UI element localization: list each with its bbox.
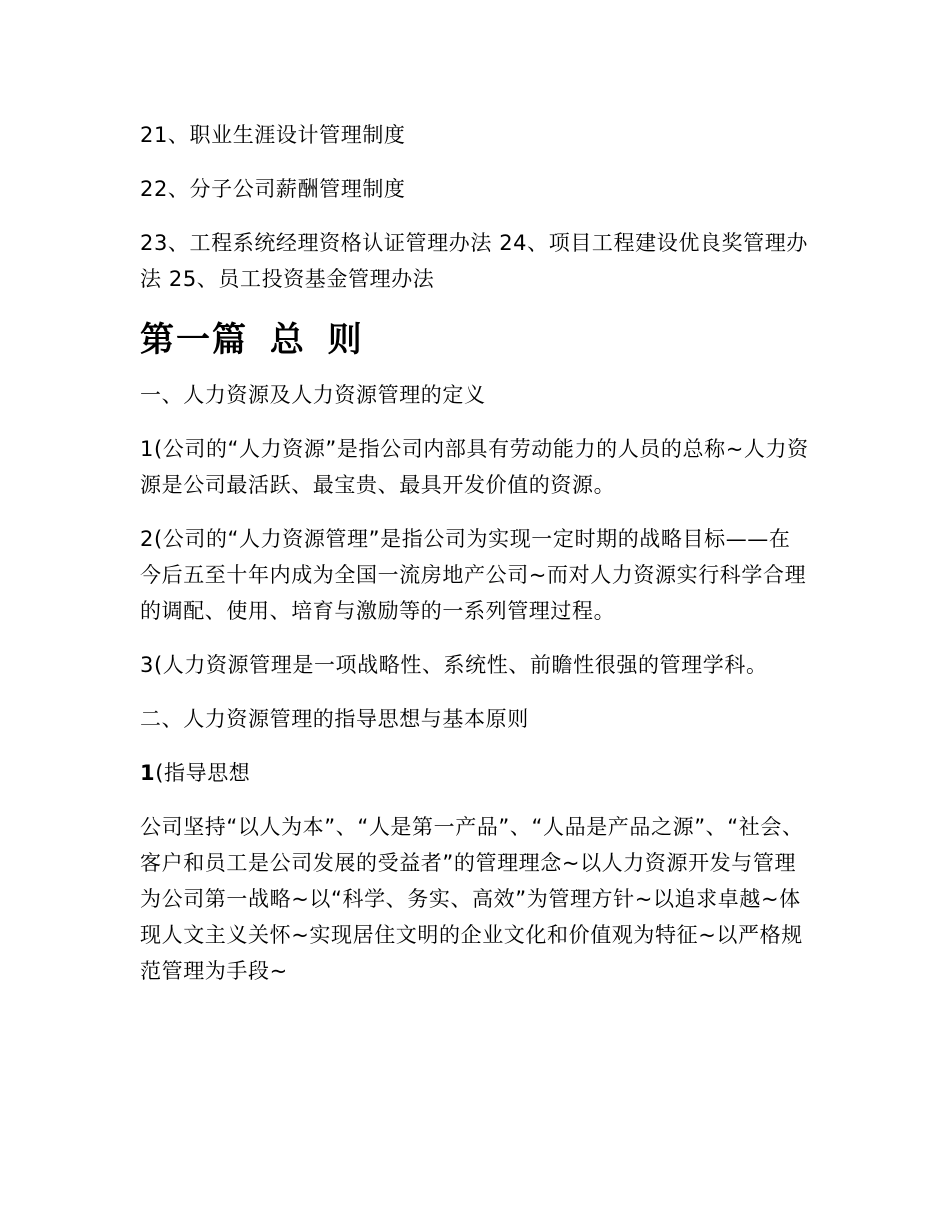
subheading-guiding-thought xyxy=(140,755,812,791)
subheading-number: 1 xyxy=(140,761,156,785)
paragraph-hr-definition: 1(公司的“人力资源”是指公司内部具有劳动能力的人员的总称~人力资源是公司最活跃、最宝贵、最具开发价值的资源。 xyxy=(140,437,809,497)
list-item-23-25: 23、工程系统经理资格认证管理办法 24、项目工程建设优良奖管理办法 25、员工投资基金管理办法 xyxy=(140,231,808,291)
list-item-22: 22、分子公司薪酬管理制度 xyxy=(140,177,406,201)
paragraph-guiding-thought: 公司坚持“以人为本”、“人是第一产品”、“人品是产品之源”、“社会、客户和员工是公司发展的受益者”的管理理念~以人力资源开发与管理为公司第一战略~以“科学、务实、高效”为管理方针~以追求卓越~体现人文主义关怀~实现居住文明的企业文化和价值观为特征~以严格规范管理为手段~ xyxy=(140,815,804,983)
chapter-title: 第一篇 总 则 xyxy=(140,320,364,360)
paragraph-hrm-discipline: 3(人力资源管理是一项战略性、系统性、前瞻性很强的管理学科。 xyxy=(140,653,768,677)
section-heading-principles: 二、人力资源管理的指导思想与基本原则 xyxy=(140,707,529,731)
subheading-label: (指导思想 xyxy=(155,761,251,785)
document-body xyxy=(140,117,812,1007)
paragraph-hrm-definition: 2(公司的“人力资源管理”是指公司为实现一定时期的战略目标——在今后五至十年内成为全国一流房地产公司~而对人力资源实行科学合理的调配、使用、培育与激励等的一系列管理过程。 xyxy=(140,527,807,623)
section-heading-definitions: 一、人力资源及人力资源管理的定义 xyxy=(140,383,486,407)
list-item-21: 21、职业生涯设计管理制度 xyxy=(140,123,406,147)
